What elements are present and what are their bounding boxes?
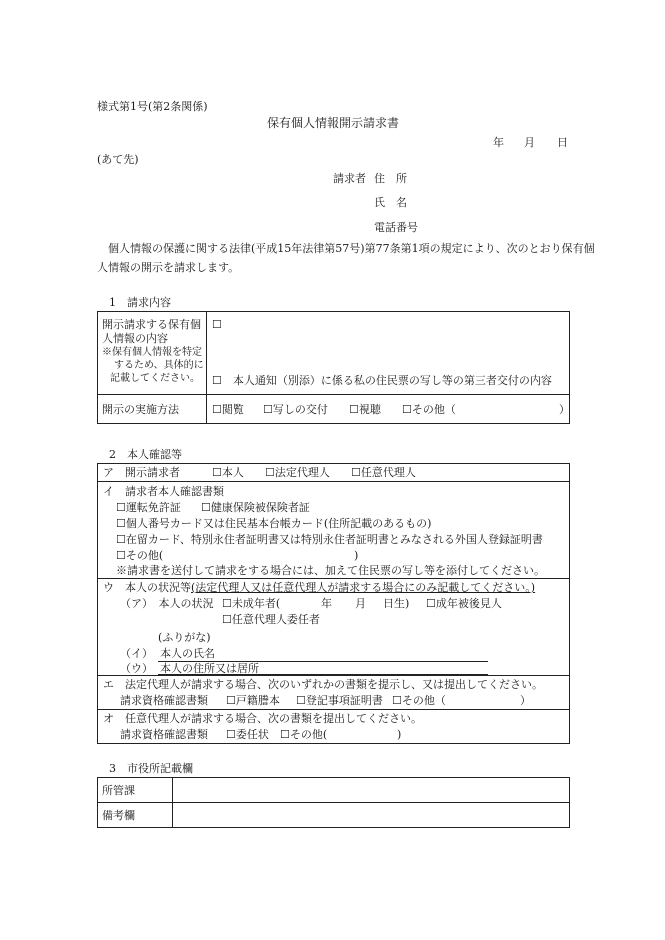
legal-rep-checkbox[interactable]: ☐法定代理人 (265, 466, 330, 479)
phone-label: 電話番号 (374, 221, 418, 234)
voluntary-principal-checkbox[interactable]: ☐任意代理人委任者 (222, 613, 320, 626)
name-label: 氏 名 (374, 196, 407, 209)
principal-condition-label: （ア） 本人の状況 (120, 597, 214, 610)
method-other-close: ） (559, 403, 570, 416)
content-note-line2: するため、具体的に (114, 360, 204, 371)
principal-name-label: 本人の氏名 (160, 647, 215, 660)
document-title: 保有個人情報開示請求書 (267, 116, 400, 130)
legal-rep-qualification-label: 請求資格確認書類 (120, 694, 208, 707)
section2-heading: 2 本人確認等 (109, 448, 182, 461)
health-insurance-checkbox[interactable]: ☐健康保険被保険者証 (201, 501, 310, 514)
adult-ward-checkbox[interactable]: ☐成年被後見人 (426, 597, 502, 610)
voluntary-rep-docs-label: オ 任意代理人が請求する場合、次の書類を提出してください。 (103, 712, 422, 725)
requester-type-label: ア 開示請求者 (103, 466, 180, 479)
principal-status-label (103, 581, 535, 594)
content-checkbox[interactable]: ☐ (212, 318, 222, 331)
mynumber-card-checkbox[interactable]: ☐個人番号カード又は住民基本台帳カード(住所記載のあるもの) (116, 517, 432, 530)
content-note-line1: ※保有個人情報を特定 (102, 347, 202, 358)
voluntary-rep-checkbox[interactable]: ☐任意代理人 (351, 466, 416, 479)
method-view-checkbox[interactable]: ☐閲覧 (212, 403, 244, 416)
drivers-license-checkbox[interactable]: ☐運転免許証 (116, 501, 181, 514)
intro-line-1: 個人情報の保護に関する法律(平成15年法律第57号)第77条第1項の規定により、次のとおり保有個 (108, 242, 595, 255)
voluntary-rep-qualification-label: 請求資格確認書類 (120, 728, 208, 741)
identity-table (97, 463, 570, 744)
birth-day-label: 日生) (383, 597, 410, 610)
id-other-close: ) (354, 549, 359, 562)
self-checkbox[interactable]: ☐本人 (212, 466, 244, 479)
department-label: 所管課 (102, 784, 135, 797)
voluntary-rep-other-checkbox[interactable]: ☐その他( (280, 728, 328, 741)
residence-card-checkbox[interactable]: ☐在留カード、特別永住者証明書又は特別永住者証明書とみなされる外国人登録証明書 (116, 533, 543, 546)
department-field[interactable] (173, 778, 570, 803)
third-party-delivery-checkbox[interactable]: ☐ 本人通知（別添）に係る私の住民票の写し等の第三者交付の内容 (212, 374, 552, 387)
mail-note: ※請求書を送付して請求をする場合には、加えて住民票の写し等を添付してください。 (116, 564, 545, 577)
date-year-label: 年 (493, 136, 504, 149)
section1-heading: 1 請求内容 (109, 296, 171, 309)
principal-name-marker: （イ） (120, 647, 153, 660)
content-label-line2: 人情報の内容 (102, 332, 168, 345)
address-label: 住 所 (374, 172, 407, 185)
method-label: 開示の実施方法 (102, 403, 179, 416)
birth-year-label: 年 (321, 597, 332, 610)
form-number: 様式第1号(第2条関係) (97, 100, 208, 113)
addressee-label: (あて先) (97, 153, 139, 166)
method-copy-checkbox[interactable]: ☐写しの交付 (263, 403, 328, 416)
principal-address-label: 本人の住所又は居所 (160, 662, 259, 675)
method-watch-checkbox[interactable]: ☐視聴 (349, 403, 381, 416)
date-month-label: 月 (524, 136, 535, 149)
legal-rep-docs-label: エ 法定代理人が請求する場合、次のいずれかの書類を提示し、又は提出してください。 (103, 678, 543, 691)
legal-rep-other-close: ） (520, 694, 531, 707)
principal-status-note: (法定代理人又は任意代理人が請求する場合にのみ記載してください。) (191, 581, 536, 594)
content-label-line1: 開示請求する保有個 (102, 318, 201, 331)
legal-rep-other-checkbox[interactable]: ☐その他（ (392, 694, 446, 707)
principal-address-line[interactable] (158, 674, 488, 675)
principal-address-marker: （ウ） (120, 662, 153, 675)
minor-checkbox[interactable]: ☐未成年者( (222, 597, 281, 610)
registry-certificate-checkbox[interactable]: ☐登記事項証明書 (296, 694, 383, 707)
id-other-checkbox[interactable]: ☐その他( (116, 549, 164, 562)
requester-label: 請求者 (333, 172, 366, 185)
intro-line-2: 人情報の開示を請求します。 (97, 261, 240, 274)
section3-heading: 3 市役所記載欄 (109, 762, 193, 775)
birth-month-label: 月 (355, 597, 366, 610)
voluntary-rep-other-close: ) (397, 728, 402, 741)
family-register-checkbox[interactable]: ☐戸籍謄本 (226, 694, 280, 707)
power-of-attorney-checkbox[interactable]: ☐委任状 (226, 728, 269, 741)
principal-status-prefix: ウ 本人の状況等 (103, 581, 191, 594)
request-content-table (97, 311, 570, 424)
method-other-checkbox[interactable]: ☐その他（ (402, 403, 456, 416)
furigana-label: (ふりがな) (158, 631, 211, 644)
remarks-label: 備考欄 (102, 809, 135, 822)
office-use-table (97, 777, 570, 828)
date-day-label: 日 (557, 136, 568, 149)
content-note-line3: 記載してください。 (110, 373, 200, 384)
remarks-field[interactable] (173, 803, 570, 828)
id-docs-label: イ 請求者本人確認書類 (103, 485, 224, 498)
